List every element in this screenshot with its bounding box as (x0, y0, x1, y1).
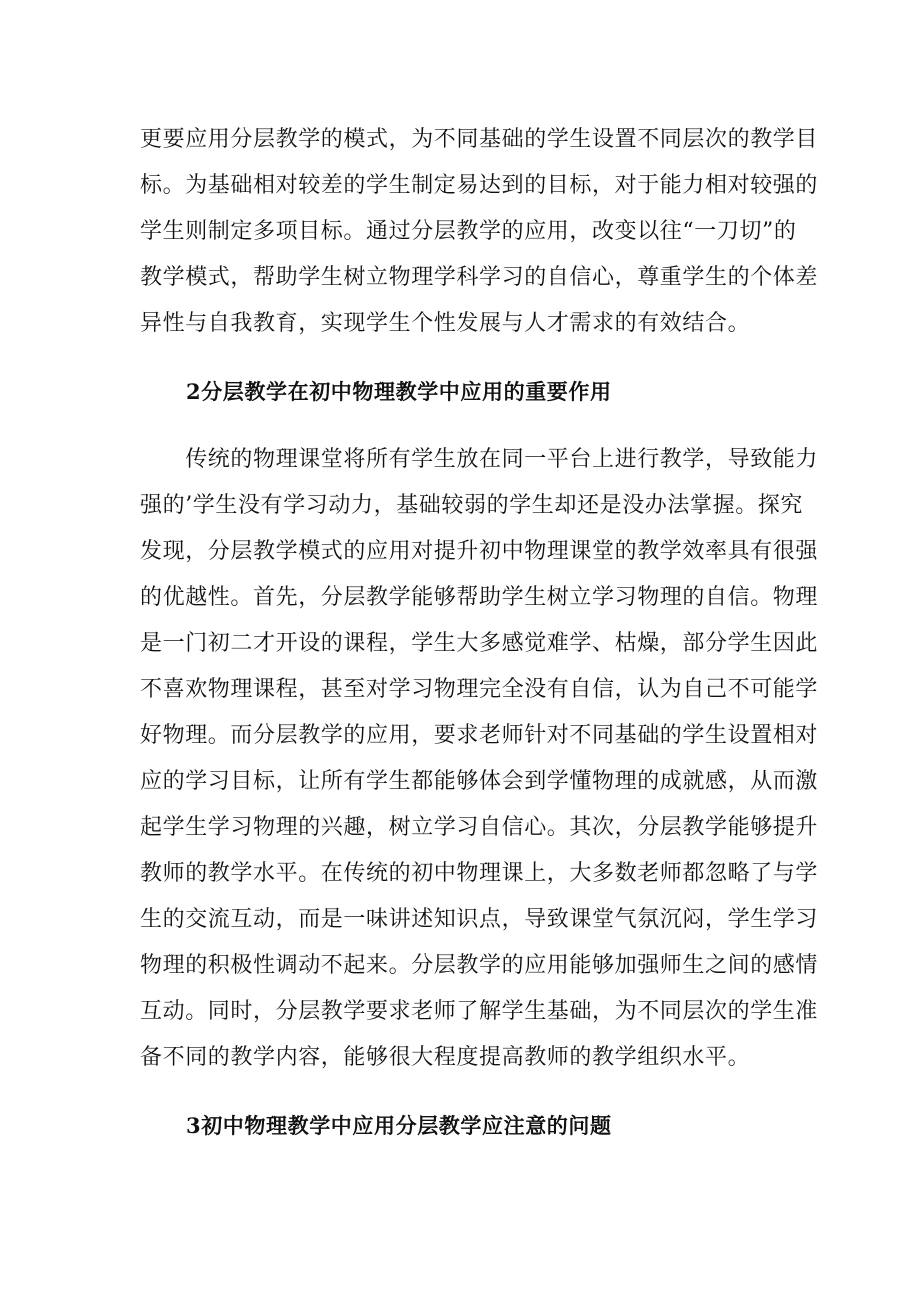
spacer (140, 1081, 780, 1103)
paragraph-line: 备不同的教学内容，能够很大程度提高教师的教学组织水平。 (140, 1045, 751, 1070)
document-body (140, 117, 819, 1149)
paragraph-line: 更要应用分层教学的模式，为不同基础的学生设置不同层次的教学目 (140, 127, 819, 152)
paragraph-line: 发现，分层教学模式的应用对提升初中物理课堂的教学效率具有很强 (140, 539, 819, 564)
paragraph-line: 物理的积极性调动不起来。分层教学的应用能够加强师生之间的感情 (140, 953, 819, 978)
section-heading-3: 3初中物理教学中应用分层教学应注意的问题 (186, 1113, 612, 1138)
paragraph-line: 起学生学习物理的兴趣，树立学习自信心。其次，分层教学能够提升 (140, 815, 819, 840)
paragraph-line: 互动。同时，分层教学要求老师了解学生基础，为不同层次的学生准 (140, 999, 819, 1024)
paragraph-2 (140, 437, 819, 1081)
paragraph-1 (140, 117, 819, 347)
paragraph-line: 生的交流互动，而是一味讲述知识点，导致课堂气氛沉闷，学生学习 (140, 907, 819, 932)
spacer (140, 415, 780, 437)
paragraph-line: 学生则制定多项目标。通过分层教学的应用，改变以往“一刀切”的 (140, 219, 797, 244)
paragraph-line: 不喜欢物理课程，甚至对学习物理完全没有自信，认为自己不可能学 (140, 677, 819, 702)
paragraph-line: 教学模式，帮助学生树立物理学科学习的自信心，尊重学生的个体差 (140, 265, 819, 290)
paragraph-line: 教师的教学水平。在传统的初中物理课上，大多数老师都忽略了与学 (140, 861, 819, 886)
paragraph-line: 的优越性。首先，分层教学能够帮助学生树立学习物理的自信。物理 (140, 585, 819, 610)
paragraph-line: 异性与自我教育，实现学生个性发展与人才需求的有效结合。 (140, 311, 751, 336)
paragraph-line: 是一门初二才开设的课程，学生大多感觉难学、枯燥，部分学生因此 (140, 631, 819, 656)
paragraph-line: 应的学习目标，让所有学生都能够体会到学懂物理的成就感，从而激 (140, 769, 819, 794)
paragraph-line: 好物理。而分层教学的应用，要求老师针对不同基础的学生设置相对 (140, 723, 819, 748)
paragraph-line: 强的’学生没有学习动力，基础较弱的学生却还是没办法掌握。探究 (140, 493, 803, 518)
paragraph-line: 标。为基础相对较差的学生制定易达到的目标，对于能力相对较强的 (140, 173, 819, 198)
paragraph-line: 传统的物理课堂将所有学生放在同一平台上进行教学，导致能力 (140, 447, 819, 472)
section-heading-2: 2分层教学在初中物理教学中应用的重要作用 (186, 379, 612, 404)
spacer (140, 347, 780, 369)
